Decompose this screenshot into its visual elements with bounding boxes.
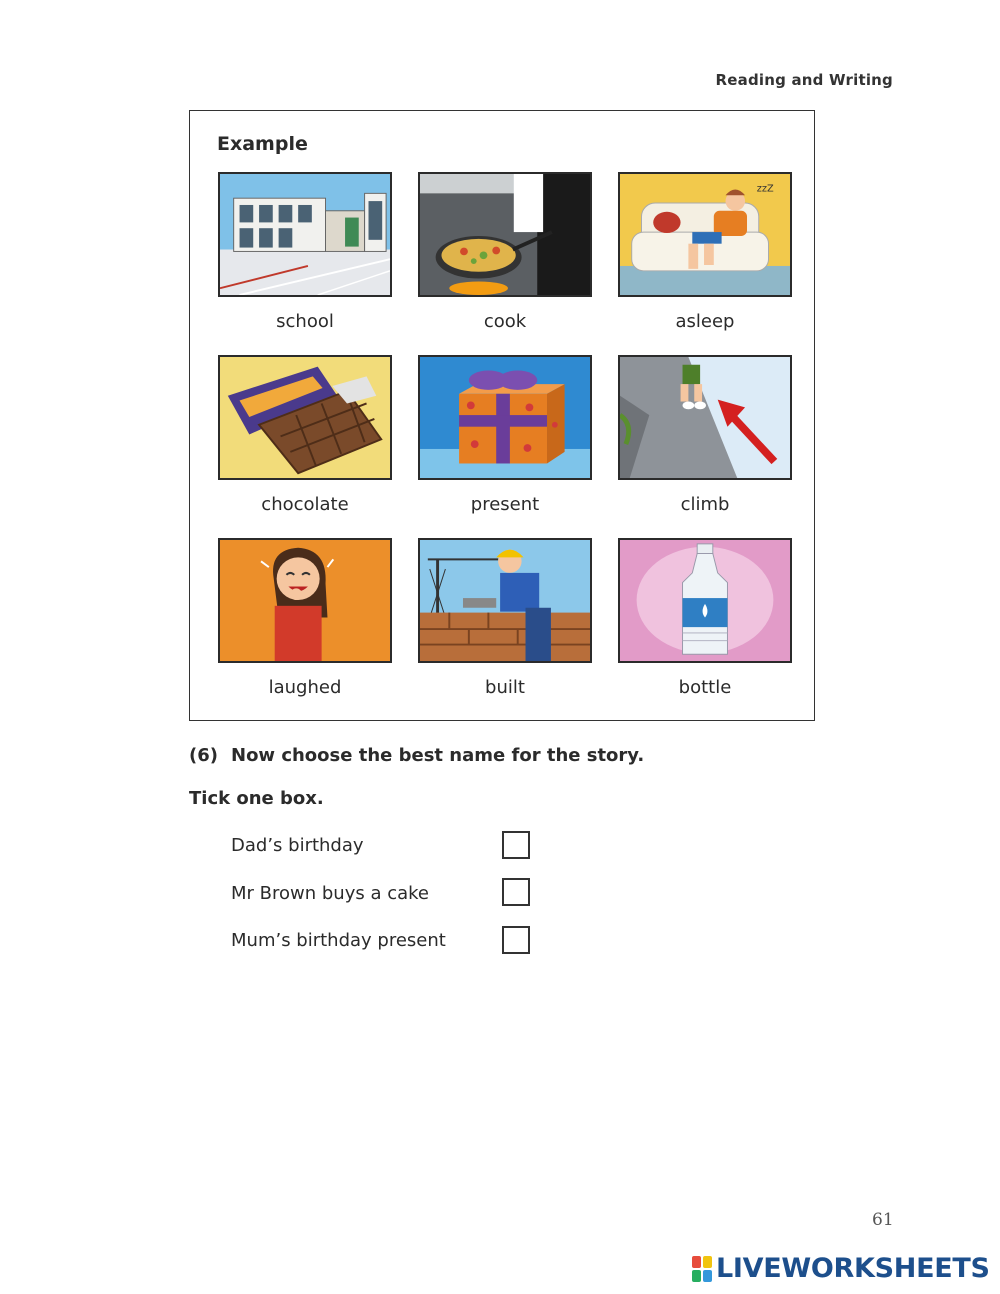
example-word: laughed [268,677,342,698]
example-word: school [276,311,334,332]
example-box [189,110,815,721]
builder-picture [418,538,592,663]
question-text: Now choose the best name for the story. [231,745,645,766]
example-word: asleep [675,311,735,332]
school-picture [218,172,392,297]
example-word: climb [680,494,730,515]
example-title: Example [217,133,308,155]
example-word: chocolate [261,494,349,515]
brand-name: LIVEWORKSHEETS [716,1253,990,1284]
example-word: bottle [678,677,732,698]
option-label: Mum’s birthday present [231,930,446,951]
cooking-picture [418,172,592,297]
page-number: 61 [872,1210,894,1230]
example-word: built [485,677,525,698]
example-item-present [418,355,592,515]
question-number: (6) [189,745,218,766]
section-header: Reading and Writing [715,71,893,89]
water-bottle-picture [618,538,792,663]
sleeping-boy-picture [618,172,792,297]
tick-box[interactable] [502,831,530,859]
instruction-text: Tick one box. [189,788,324,809]
example-item-climb [618,355,792,515]
option-label: Mr Brown buys a cake [231,883,429,904]
option-label: Dad’s birthday [231,835,364,856]
example-item-school [218,172,392,332]
example-item-bottle [618,538,792,698]
example-word: cook [483,311,527,332]
tick-box[interactable] [502,926,530,954]
svg-text:zzZ: zzZ [756,183,774,195]
example-word: present [470,494,540,515]
chocolate-bar-picture [218,355,392,480]
gift-box-picture [418,355,592,480]
tick-box[interactable] [502,878,530,906]
example-item-asleep [618,172,792,332]
example-item-chocolate [218,355,392,515]
brand-logo-icon [692,1256,712,1282]
example-item-cook [418,172,592,332]
laughing-girl-picture [218,538,392,663]
brand-watermark [692,1253,990,1284]
question-6 [189,745,644,766]
climbing-picture [618,355,792,480]
example-item-built [418,538,592,698]
example-item-laughed [218,538,392,698]
